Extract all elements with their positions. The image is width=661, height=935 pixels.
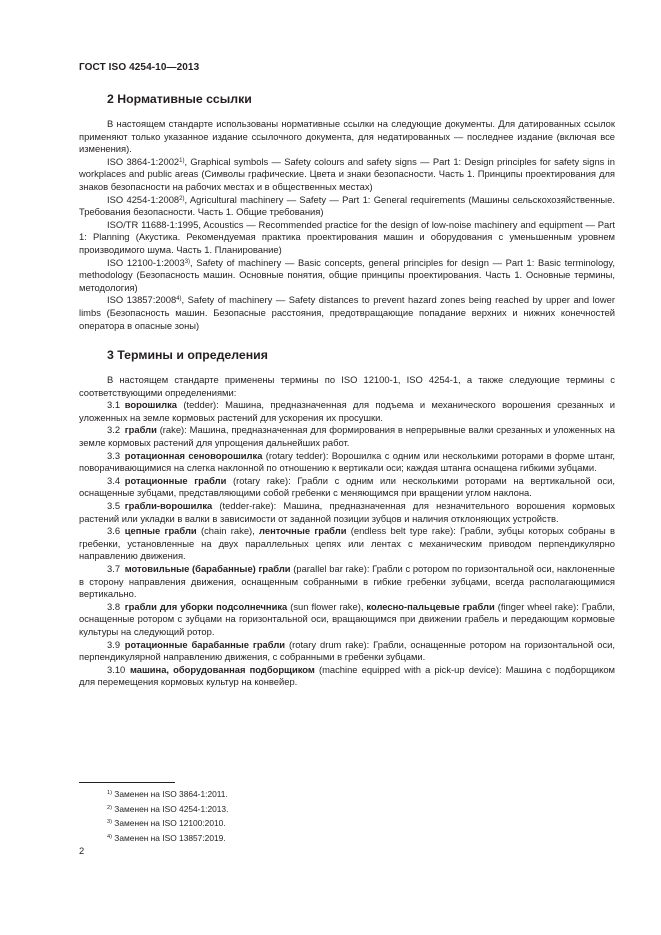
reference-item	[79, 156, 615, 194]
section-2-title: 2 Нормативные ссылки	[107, 92, 252, 106]
term-number: 3.1	[107, 399, 121, 411]
term-text: (chain rake),	[196, 525, 260, 537]
term-text: (parallel bar rake): Грабли с ротором по горизонтальной оси, наклоненные в сторону направления движения, оснащенным собранными в гибкие гребенки зубцами, всегда располагающимися вертикально.	[79, 563, 615, 600]
term-text: (machine equipped with a pick-up device): Машина с подборщиком для перемещения кормовых культур на конвейер.	[79, 663, 615, 688]
reference-item	[79, 257, 615, 295]
term-text: (endless belt type rake): Грабли, зубцы которых собраны в гребенки, установленные на двух параллельных цепях или лентах с механическим приводом перпендикулярно направлению движения.	[79, 525, 615, 562]
reference-text: , Graphical symbols — Safety colours and safety signs — Part 1: Design principles for safety signs in workplaces and public areas (Символы графические. Цвета и знаки безопасности. Часть 1. Принципы проектирования для знаков безопасности на рабочих местах и в общественных местах)	[79, 155, 615, 192]
reference-code: ISO 4254-1:2008	[107, 193, 180, 205]
footnote-marker: 1)	[179, 157, 185, 164]
footnote-marker: 2)	[179, 195, 185, 202]
footnote-mark: 1)	[107, 790, 112, 796]
reference-item	[79, 194, 615, 219]
term-name: ротационная сеноворошилка	[124, 449, 263, 461]
term-text: (finger wheel rake): Грабли, оснащенные ротором с зубцами на горизонтальной оси, вращающимся при движении грабель и передающим кормовые культуры на следующий ротор.	[79, 600, 615, 637]
footnote-text: Заменен на ISO 12100:2010.	[111, 818, 226, 828]
term-name: мотовильные (барабанные) грабли	[124, 563, 291, 574]
term-definition	[79, 601, 615, 639]
reference-text: , Acoustics — Recommended practice for the design of low-noise machinery and equipment — Part 1: Planning (Акустика. Рекомендуемая практика проектирования машин и оборудования с уменьшенным уровнем производимого шума. Часть 1. Планирование)	[79, 218, 615, 255]
term-definition	[79, 525, 615, 563]
footnote-item	[79, 816, 615, 831]
term-text: (rake): Машина, предназначенная для формирования в непрерывные валки срезанных и уложенных на земле кормовых растений для упрощения дальнейших работ.	[79, 424, 615, 449]
term-definition	[79, 399, 615, 424]
references-list	[79, 156, 615, 332]
footnotes	[79, 782, 615, 845]
reference-item	[79, 219, 615, 257]
term-number: 3.9	[107, 638, 121, 650]
term-name: ротационные барабанные грабли	[124, 638, 286, 650]
reference-text: , Safety of machinery — Safety distances to prevent hazard zones being reached by upper and lower limbs (Безопасность машин. Безопасные расстояния, предотвращающие попадание верхних и нижних конечностей оператора в опасные зоны)	[79, 294, 615, 331]
term-name-alt: ленточные грабли	[259, 525, 347, 537]
term-text: (rotary rake): Грабли с одним или несколькими роторами на вертикальной оси, оснащенные зубцами, представляющими собой гребенки с меняющимся при вращении углом наклона.	[79, 474, 615, 499]
term-text: (rotary drum rake): Грабли, оснащенные ротором на горизонтальной оси, перпендикулярной направлению движения, с собранными в гребенки зубцами.	[79, 638, 615, 663]
reference-text: , Safety of machinery — Basic concepts, general principles for design — Part 1: Basic terminology, methodology (Безопасность машин. Основные понятия, общие принципы проектирования. Часть 1. Основные термины, методология)	[79, 256, 615, 293]
footnote-mark: 2)	[107, 804, 112, 811]
section-3-title: 3 Термины и определения	[107, 348, 268, 363]
footnote-marker: 4)	[176, 296, 182, 303]
footnote-marker: 3)	[184, 258, 191, 265]
term-number: 3.7	[107, 563, 121, 574]
footnote-item	[79, 787, 615, 802]
term-definition	[79, 664, 615, 689]
term-name: цепные грабли	[124, 525, 197, 537]
footnote-item	[79, 831, 615, 846]
footnote-mark: 3)	[107, 819, 112, 825]
footnote-text: Заменен на ISO 4254-1:2013.	[111, 803, 229, 814]
term-definition	[79, 475, 615, 500]
term-number: 3.8	[107, 600, 121, 612]
term-name: грабли для уборки подсолнечника	[124, 600, 288, 612]
reference-code: ISO/TR 11688-1:1995	[107, 218, 199, 230]
term-definition	[79, 563, 615, 601]
term-text: (rotary tedder): Ворошилка с одним или несколькими роторами в форме штанг, поворачивающимися на слегка наклонной по отношению к вертикали оси; каждая штанга оснащена гибкими зубцами.	[79, 449, 616, 474]
term-text: (tedder): Машина, предназначенная для подъема и механического ворошения срезанных и уложенных на земле кормовых растений для ускорения их просушки.	[79, 399, 615, 423]
reference-code: ISO 13857:2008	[107, 294, 177, 306]
document-header: ГОСТ ISO 4254-10—2013	[79, 62, 200, 73]
reference-text: , Agricultural machinery — Safety — Part 1: General requirements (Машины сельскохозяйственные. Требования безопасности. Часть 1. Общие требования)	[79, 193, 615, 218]
term-definition	[79, 500, 615, 525]
footnote-text: Заменен на ISO 13857:2019.	[111, 832, 226, 843]
section-3-intro: В настоящем стандарте применены термины по ISO 12100-1, ISO 4254-1, а также следующие термины с соответствующими определениями:	[79, 374, 615, 398]
term-number: 3.6	[107, 525, 121, 537]
term-name: ротационные грабли	[124, 474, 227, 486]
term-name-alt: колесно-пальцевые грабли	[366, 600, 495, 612]
term-definition	[79, 639, 615, 664]
section-2-intro: В настоящем стандарте использованы нормативные ссылки на следующие документы. Для датированных ссылок применяют только указанное издание ссылочного документа, для недатированных — последнее издание (включая все изменения).	[79, 118, 615, 155]
document-body	[79, 92, 615, 689]
footnote-item	[79, 802, 615, 817]
footnote-mark: 4)	[107, 833, 112, 840]
term-name: грабли-ворошилка	[124, 500, 213, 512]
term-name: ворошилка	[124, 399, 177, 411]
term-number: 3.3	[107, 449, 121, 461]
term-number: 3.10	[107, 663, 126, 675]
page-number: 2	[79, 845, 85, 856]
term-definition	[79, 450, 615, 475]
term-text: (sun flower rake),	[287, 600, 367, 612]
reference-code: ISO 3864-1:2002	[107, 155, 180, 167]
term-text: (tedder-rake): Машина, предназначенная для незначительного ворошения кормовых растений или укладки в валки в зависимости от заданной позиции зубцов и наличия отклоняющих устройств.	[79, 500, 615, 524]
term-number: 3.2	[107, 424, 121, 436]
term-number: 3.4	[107, 474, 121, 486]
footnote-text: Заменен на ISO 3864-1:2011.	[111, 789, 228, 799]
reference-item	[79, 294, 615, 332]
terms-list	[79, 399, 615, 689]
reference-code: ISO 12100-1:2003	[107, 256, 185, 268]
term-definition	[79, 424, 615, 449]
term-name: грабли	[124, 424, 157, 436]
term-name: машина, оборудованная подборщиком	[129, 663, 315, 675]
term-number: 3.5	[107, 500, 121, 512]
footnote-rule	[79, 782, 175, 783]
